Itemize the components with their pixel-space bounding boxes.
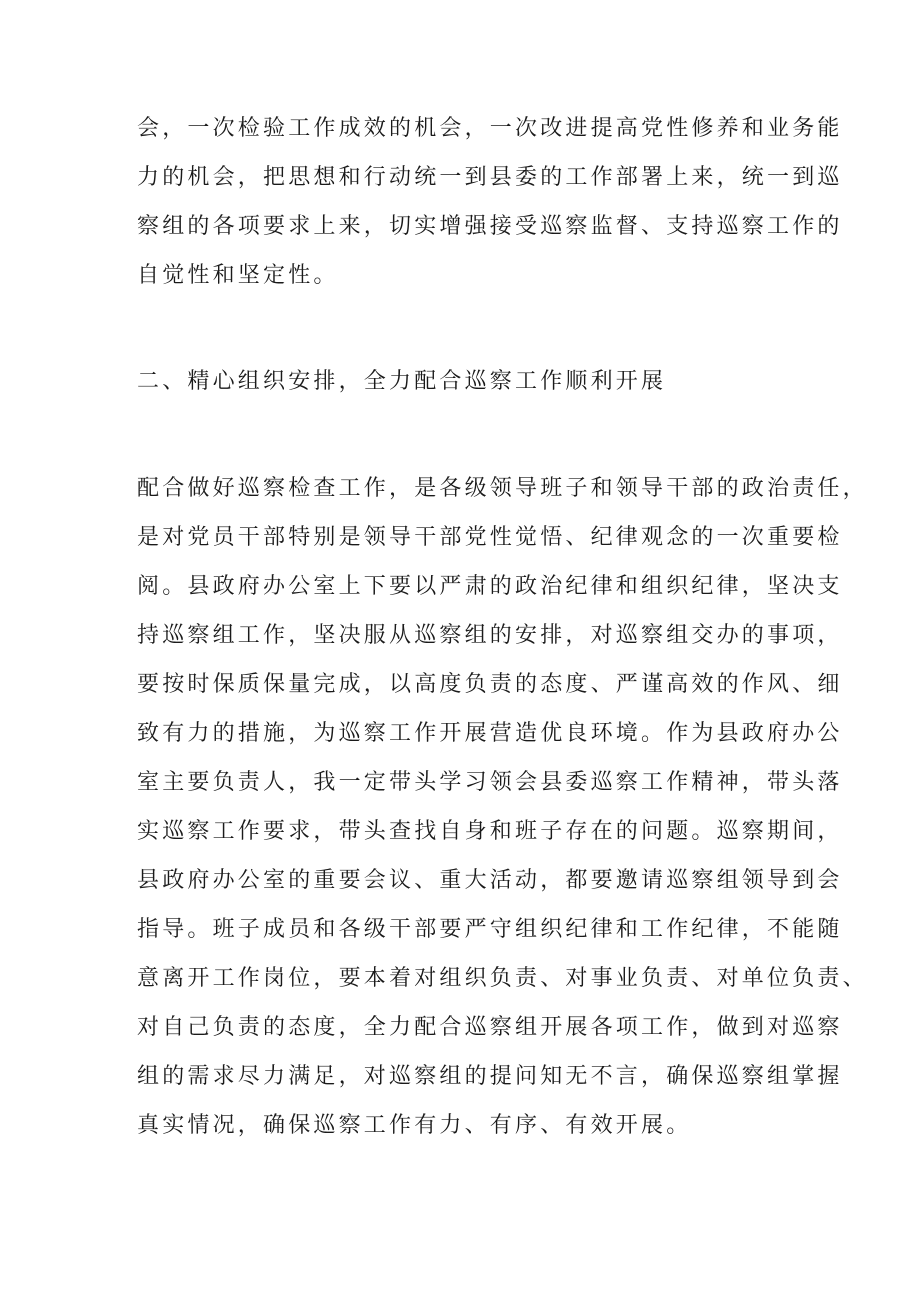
text-line: 真实情况，确保巡察工作有力、有序、有效开展。 [137,1113,692,1138]
text-line: 会，一次检验工作成效的机会，一次改进提高党性修养和业务能 [137,116,843,141]
text-line: 要按时保质保量完成，以高度负责的态度、严谨高效的作风、细 [137,672,843,697]
text-line: 县政府办公室的重要会议、重大活动，都要邀请巡察组领导到会 [137,868,843,893]
text-line: 持巡察组工作，坚决服从巡察组的安排，对巡察组交办的事项， [137,623,843,648]
text-line: 致有力的措施，为巡察工作开展营造优良环境。作为县政府办公 [137,721,843,746]
text-line: 自觉性和坚定性。 [137,263,339,288]
text-line: 力的机会，把思想和行动统一到县委的工作部署上来，统一到巡 [137,165,843,190]
text-line: 意离开工作岗位，要本着对组织负责、对事业负责、对单位负责、 [137,966,868,991]
text-line: 实巡察工作要求，带头查找自身和班子存在的问题。巡察期间， [137,819,843,844]
section-heading: 二、精心组织安排，全力配合巡察工作顺利开展 [137,369,667,394]
text-line: 察组的各项要求上来，切实增强接受巡察监督、支持巡察工作的 [137,214,843,239]
text-line: 组的需求尽力满足，对巡察组的提问知无不言，确保巡察组掌握 [137,1064,843,1089]
text-line: 室主要负责人，我一定带头学习领会县委巡察工作精神，带头落 [137,770,843,795]
text-line: 是对党员干部特别是领导干部党性觉悟、纪律观念的一次重要检 [137,525,843,550]
text-line: 阅。县政府办公室上下要以严肃的政治纪律和组织纪律，坚决支 [137,574,843,599]
text-line: 指导。班子成员和各级干部要严守组织纪律和工作纪律，不能随 [137,917,843,942]
text-line: 对自己负责的态度，全力配合巡察组开展各项工作，做到对巡察 [137,1015,843,1040]
text-line: 配合做好巡察检查工作，是各级领导班子和领导干部的政治责任， [137,476,868,501]
